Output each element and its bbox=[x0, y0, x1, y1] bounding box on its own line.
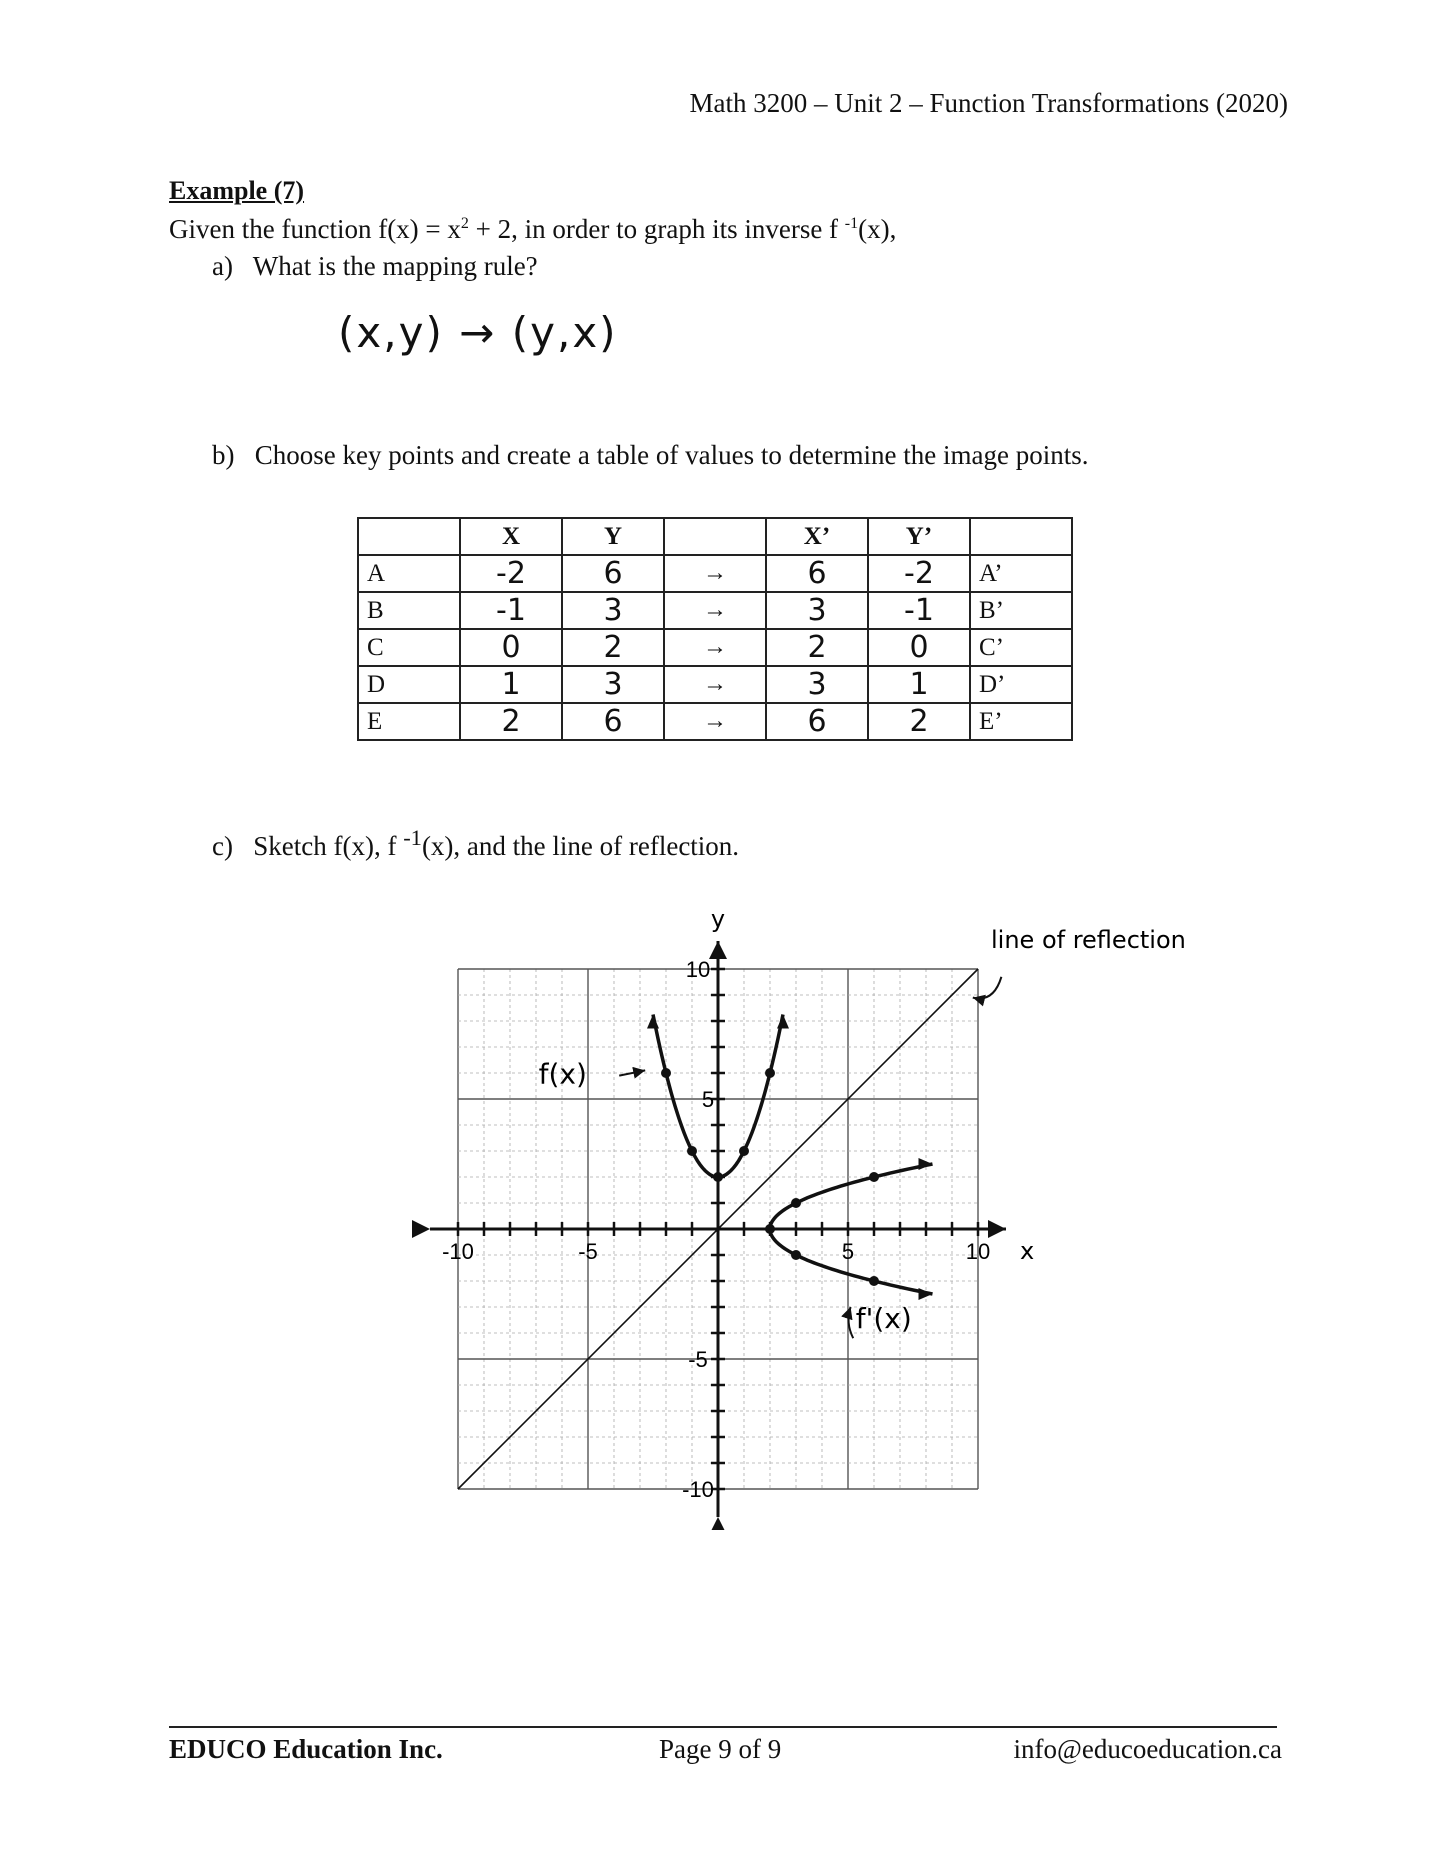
y-prime-value: 0 bbox=[868, 629, 970, 666]
table-header-cell bbox=[358, 518, 460, 555]
tick-label-x-neg5: -5 bbox=[578, 1239, 598, 1264]
point-label: A bbox=[358, 555, 460, 592]
x-value: 1 bbox=[460, 666, 562, 703]
question-a bbox=[212, 251, 538, 282]
table-row bbox=[358, 703, 1072, 740]
tick-label-y-neg10: -10 bbox=[682, 1477, 714, 1502]
table-header-cell: X bbox=[460, 518, 562, 555]
question-b-text: Choose key points and create a table of values to determine the image points. bbox=[254, 440, 1089, 470]
point-label: E bbox=[358, 703, 460, 740]
f-inverse-arrow-bottom bbox=[919, 1288, 933, 1300]
table-row bbox=[358, 629, 1072, 666]
table-header-cell bbox=[970, 518, 1072, 555]
y-value: 2 bbox=[562, 629, 664, 666]
y-value: 6 bbox=[562, 555, 664, 592]
table-row bbox=[358, 555, 1072, 592]
arrow-cell: → bbox=[664, 592, 766, 629]
arrow-cell: → bbox=[664, 703, 766, 740]
y-prime-value: 1 bbox=[868, 666, 970, 703]
f-of-x-label: f(x) bbox=[538, 1057, 587, 1091]
f-of-x-point bbox=[739, 1146, 749, 1156]
intro-sup: 2 bbox=[460, 215, 469, 232]
f-inverse-point bbox=[869, 1172, 879, 1182]
tick-label-x-5: 5 bbox=[841, 1239, 855, 1264]
x-prime-value: 3 bbox=[766, 666, 868, 703]
tick-label-y-5: 5 bbox=[701, 1087, 715, 1112]
f-inverse-label: f'(x) bbox=[855, 1301, 912, 1335]
f-of-x-arrow-right bbox=[777, 1015, 789, 1029]
intro-mid: + 2, in order to graph its inverse f bbox=[468, 214, 845, 244]
example-title: Example (7) bbox=[169, 176, 305, 205]
table-header-cell bbox=[664, 518, 766, 555]
mapping-rule-answer: (x,y) → (y,x) bbox=[338, 308, 618, 357]
f-of-x-point bbox=[713, 1172, 723, 1182]
x-value: 2 bbox=[460, 703, 562, 740]
x-prime-value: 3 bbox=[766, 592, 868, 629]
question-c-label: c) bbox=[212, 831, 233, 861]
x-value: -2 bbox=[460, 555, 562, 592]
f-of-x-point bbox=[661, 1068, 671, 1078]
image-point-label: C’ bbox=[970, 629, 1072, 666]
x-value: -1 bbox=[460, 592, 562, 629]
tick-label-x-10: 10 bbox=[965, 1239, 991, 1264]
image-point-label: B’ bbox=[970, 592, 1072, 629]
question-c bbox=[212, 825, 739, 862]
arrow-cell: → bbox=[664, 666, 766, 703]
page-header: Math 3200 – Unit 2 – Function Transformations (2020) bbox=[689, 88, 1288, 118]
f-inverse-pointer-arrow bbox=[849, 1307, 854, 1338]
question-a-text: What is the mapping rule? bbox=[252, 251, 538, 281]
y-prime-value: 2 bbox=[868, 703, 970, 740]
f-of-x-arrow-left bbox=[647, 1015, 659, 1029]
footer-company: EDUCO Education Inc. bbox=[169, 1734, 443, 1764]
table-header-cell: Y bbox=[562, 518, 664, 555]
y-prime-value: -2 bbox=[868, 555, 970, 592]
question-a-label: a) bbox=[212, 251, 233, 281]
question-b-label: b) bbox=[212, 440, 235, 470]
f-of-x-point bbox=[765, 1068, 775, 1078]
table-row bbox=[358, 666, 1072, 703]
example-intro bbox=[169, 214, 896, 245]
graph bbox=[400, 890, 1280, 1530]
f-of-x-pointer-arrow bbox=[619, 1070, 645, 1075]
f-inverse-point bbox=[791, 1198, 801, 1208]
footer-divider bbox=[169, 1726, 1277, 1728]
table-header-row bbox=[358, 518, 1072, 555]
f-inverse-arrow-top bbox=[919, 1158, 933, 1170]
tick-label-y-neg5: -5 bbox=[688, 1347, 708, 1372]
image-point-label: E’ bbox=[970, 703, 1072, 740]
x-value: 0 bbox=[460, 629, 562, 666]
point-label: B bbox=[358, 592, 460, 629]
point-label: C bbox=[358, 629, 460, 666]
x-prime-value: 6 bbox=[766, 703, 868, 740]
tick-label-x-neg10: -10 bbox=[442, 1239, 474, 1264]
x-prime-value: 2 bbox=[766, 629, 868, 666]
question-b bbox=[212, 440, 1089, 471]
table-header-cell: Y’ bbox=[868, 518, 970, 555]
values-table bbox=[357, 517, 1073, 741]
y-value: 6 bbox=[562, 703, 664, 740]
y-prime-value: -1 bbox=[868, 592, 970, 629]
f-of-x-point bbox=[687, 1146, 697, 1156]
intro-pre: Given the function f(x) = x bbox=[169, 214, 461, 244]
image-point-label: A’ bbox=[970, 555, 1072, 592]
y-axis-label: y bbox=[710, 905, 726, 933]
footer-email: info@educoeducation.ca bbox=[1013, 1734, 1282, 1764]
image-point-label: D’ bbox=[970, 666, 1072, 703]
annotation-arrows bbox=[619, 977, 1001, 1338]
line-of-reflection-label: line of reflection bbox=[991, 926, 1186, 955]
intro-post: (x), bbox=[858, 214, 897, 244]
table-row bbox=[358, 592, 1072, 629]
question-c-sup: -1 bbox=[403, 825, 422, 850]
f-inverse-point bbox=[791, 1250, 801, 1260]
intro-sup2: -1 bbox=[844, 215, 859, 232]
line-of-reflection-pointer-arrow bbox=[973, 977, 1002, 999]
question-c-pre: Sketch f(x), f bbox=[253, 831, 404, 861]
table-header-cell: X’ bbox=[766, 518, 868, 555]
point-label: D bbox=[358, 666, 460, 703]
y-value: 3 bbox=[562, 666, 664, 703]
arrow-cell: → bbox=[664, 555, 766, 592]
footer-page: Page 9 of 9 bbox=[659, 1734, 782, 1764]
tick-label-y-10: 10 bbox=[685, 957, 711, 982]
y-value: 3 bbox=[562, 592, 664, 629]
x-prime-value: 6 bbox=[766, 555, 868, 592]
f-inverse-point bbox=[869, 1276, 879, 1286]
arrow-cell: → bbox=[664, 629, 766, 666]
f-inverse-point bbox=[765, 1224, 775, 1234]
question-c-post: (x), and the line of reflection. bbox=[421, 831, 740, 861]
x-axis-label: x bbox=[1020, 1237, 1035, 1265]
